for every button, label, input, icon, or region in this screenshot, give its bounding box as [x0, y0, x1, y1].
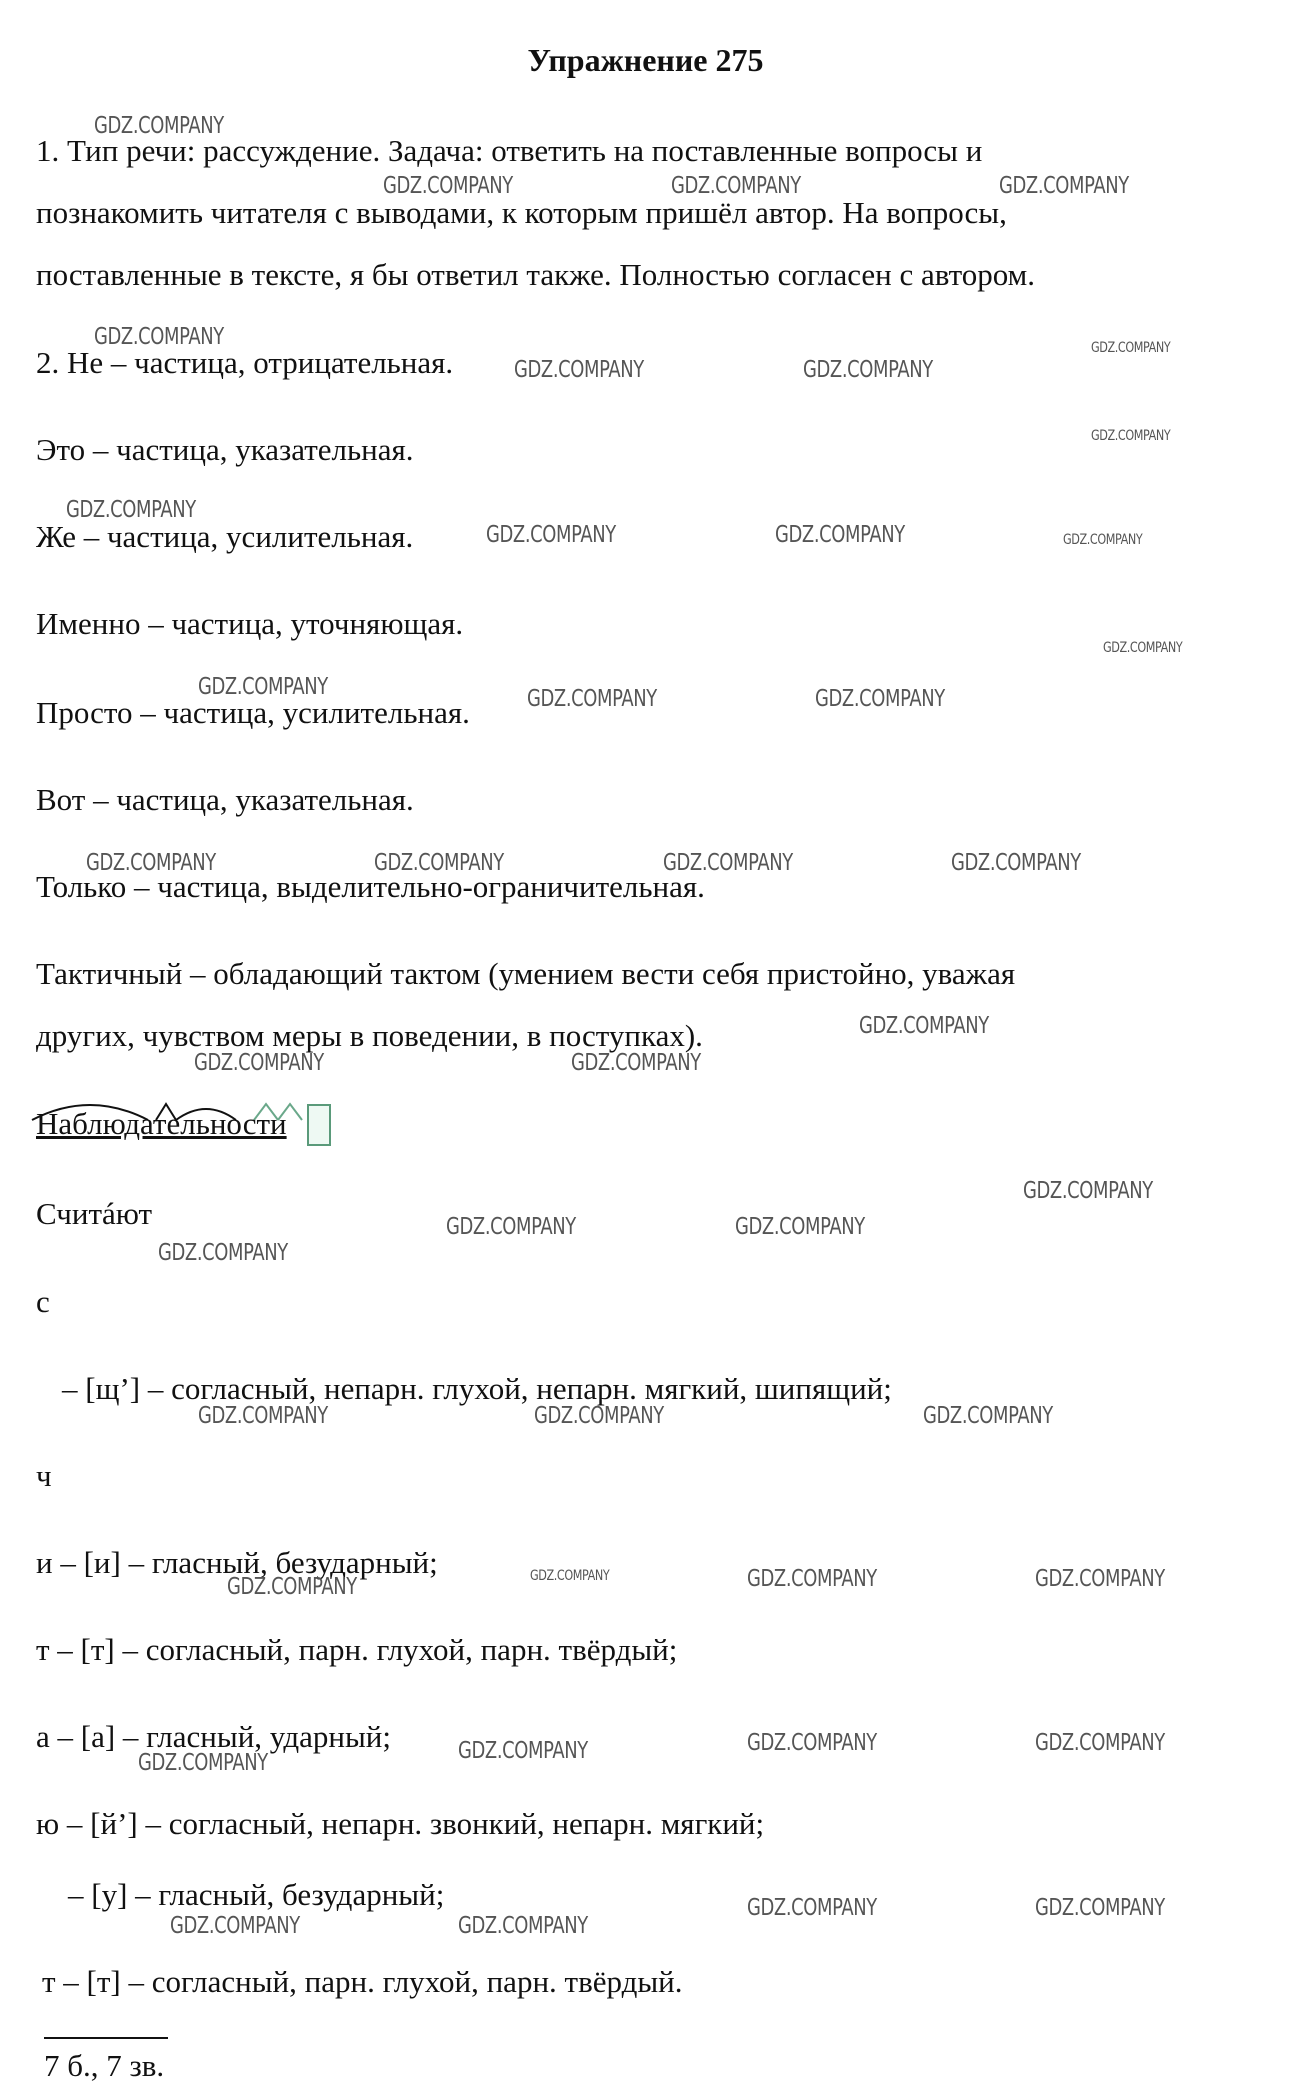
watermark: GDZ.COMPANY: [1035, 1730, 1165, 1756]
phonetic-line: т – [т] – согласный, парн. глухой, парн. твёрдый;: [36, 1632, 678, 1667]
phonetic-line: ч: [36, 1458, 52, 1493]
watermark: GDZ.COMPANY: [194, 1050, 324, 1076]
watermark: GDZ.COMPANY: [458, 1913, 588, 1939]
particle-line: Вот – частица, указательная.: [36, 782, 414, 817]
watermark: GDZ.COMPANY: [735, 1214, 865, 1240]
phonetic-line: а – [а] – гласный, ударный;: [36, 1719, 392, 1754]
watermark: GDZ.COMPANY: [1091, 340, 1171, 356]
definition-line: Тактичный – обладающий тактом (умением вести себя пристойно, уважая: [36, 956, 1016, 991]
particle-line: Это – частица, указательная.: [36, 432, 414, 467]
watermark: GDZ.COMPANY: [534, 1403, 664, 1429]
watermark: GDZ.COMPANY: [923, 1403, 1053, 1429]
watermark: GDZ.COMPANY: [747, 1730, 877, 1756]
watermark: GDZ.COMPANY: [663, 850, 793, 876]
watermark: GDZ.COMPANY: [747, 1566, 877, 1592]
watermark: GDZ.COMPANY: [66, 497, 196, 523]
text-line: познакомить читателя с выводами, к которым пришёл автор. На вопросы,: [36, 195, 1007, 230]
watermark: GDZ.COMPANY: [486, 522, 616, 548]
watermark: GDZ.COMPANY: [803, 357, 933, 383]
particle-line: 2. Не – частица, отрицательная.: [36, 345, 454, 380]
watermark: GDZ.COMPANY: [86, 850, 216, 876]
watermark: GDZ.COMPANY: [198, 674, 328, 700]
particle-line: Именно – частица, уточняющая.: [36, 606, 464, 641]
watermark: GDZ.COMPANY: [999, 173, 1129, 199]
watermark: GDZ.COMPANY: [94, 113, 224, 139]
phonetic-line: – [щ’] – согласный, непарн. глухой, непарн. мягкий, шипящий;: [62, 1371, 892, 1406]
watermark: GDZ.COMPANY: [1103, 640, 1183, 656]
watermark: GDZ.COMPANY: [1063, 532, 1143, 548]
watermark: GDZ.COMPANY: [747, 1895, 877, 1921]
watermark: GDZ.COMPANY: [775, 522, 905, 548]
phonetic-line: ю – [й’] – согласный, непарн. звонкий, непарн. мягкий;: [36, 1806, 765, 1841]
ending-box: [307, 1104, 331, 1146]
watermark: GDZ.COMPANY: [859, 1013, 989, 1039]
watermark: GDZ.COMPANY: [138, 1750, 268, 1776]
text-line: 1. Тип речи: рассуждение. Задача: ответить на поставленные вопросы и: [36, 133, 983, 168]
phonetic-line: т – [т] – согласный, парн. глухой, парн. твёрдый.: [42, 1964, 683, 1999]
phonetic-line: – [у] – гласный, безударный;: [68, 1877, 445, 1912]
watermark: GDZ.COMPANY: [1035, 1895, 1165, 1921]
watermark: GDZ.COMPANY: [170, 1913, 300, 1939]
particle-line: Просто – частица, усилительная.: [36, 695, 470, 730]
watermark: GDZ.COMPANY: [227, 1574, 357, 1600]
watermark: GDZ.COMPANY: [815, 686, 945, 712]
watermark: GDZ.COMPANY: [383, 173, 513, 199]
phonetic-line: и – [и] – гласный, безударный;: [36, 1545, 438, 1580]
watermark: GDZ.COMPANY: [1035, 1566, 1165, 1592]
watermark: GDZ.COMPANY: [571, 1050, 701, 1076]
watermark: GDZ.COMPANY: [1091, 428, 1171, 444]
watermark: GDZ.COMPANY: [458, 1738, 588, 1764]
phonetic-summary: 7 б., 7 зв.: [44, 2048, 165, 2083]
summary-rule: [44, 2037, 168, 2039]
watermark: GDZ.COMPANY: [374, 850, 504, 876]
watermark: GDZ.COMPANY: [94, 324, 224, 350]
watermark: GDZ.COMPANY: [530, 1568, 610, 1584]
exercise-title: Упражнение 275: [527, 42, 764, 78]
watermark: GDZ.COMPANY: [951, 850, 1081, 876]
morph-word-stem: Наблюдательност: [36, 1106, 271, 1141]
phonetic-line: с: [36, 1284, 50, 1319]
text-line: поставленные в тексте, я бы ответил также. Полностью согласен с автором.: [36, 257, 1035, 292]
watermark: GDZ.COMPANY: [198, 1403, 328, 1429]
particle-line: Только – частица, выделительно-ограничительная.: [36, 869, 705, 904]
morph-word: [36, 1105, 287, 1143]
watermark: GDZ.COMPANY: [527, 686, 657, 712]
morph-word-ending: и: [270, 1106, 287, 1141]
watermark: GDZ.COMPANY: [1023, 1178, 1153, 1204]
watermark: GDZ.COMPANY: [158, 1240, 288, 1266]
phonetic-word: Считáют: [36, 1196, 153, 1231]
watermark: GDZ.COMPANY: [514, 357, 644, 383]
definition-line: других, чувством меры в поведении, в поступках).: [36, 1018, 703, 1053]
particle-line: Же – частица, усилительная.: [36, 519, 414, 554]
watermark: GDZ.COMPANY: [446, 1214, 576, 1240]
watermark: GDZ.COMPANY: [671, 173, 801, 199]
